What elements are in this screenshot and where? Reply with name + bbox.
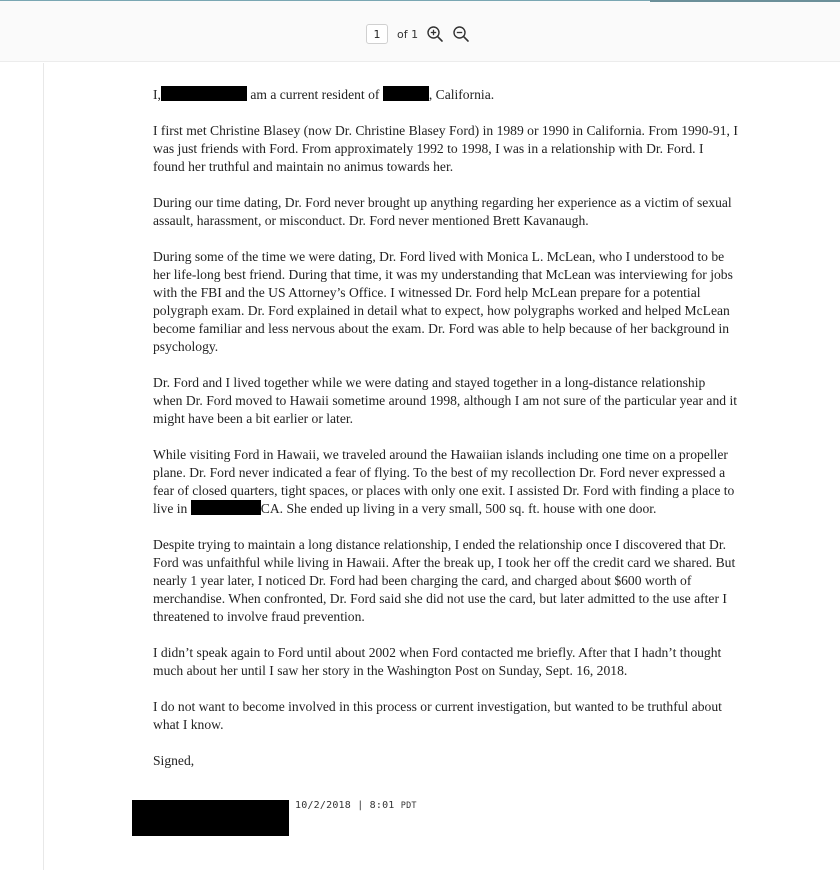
signature-timestamp [295, 800, 417, 811]
paragraph-5-end: CA. She ended up living in a very small, 500 sq. ft. house with one door. [260, 501, 657, 516]
paragraph-2: During our time dating, Dr. Ford never brought up anything regarding her experience as a victim of sexual assault, harassment, or misconduct. Dr. Ford never mentioned Brett Kavanaugh. [153, 195, 732, 228]
redaction-name [161, 86, 247, 101]
redaction-signature [132, 800, 289, 836]
paragraph-5 [153, 446, 738, 518]
opening-line-middle: am a current resident of [246, 87, 383, 102]
paragraph-8: I do not want to become involved in this process or current investigation, but wanted to be truthful about what I know. [153, 699, 722, 732]
redaction-location [191, 500, 261, 515]
signed-label: Signed, [153, 753, 195, 768]
paragraph-4: Dr. Ford and I lived together while we were dating and stayed together in a long-distance relationship when Dr. Ford moved to Hawaii sometime around 1998, although I am not sure of the particular year and it might have been a bit earlier or later. [153, 375, 738, 426]
timestamp-date: 10/2/2018 | 8:01 [295, 800, 395, 811]
page-number-input[interactable] [366, 24, 388, 44]
document-body [153, 86, 738, 788]
pager [366, 24, 470, 44]
opening-line-start: I, [153, 87, 161, 102]
zoom-out-icon[interactable] [452, 25, 470, 43]
zoom-in-icon[interactable] [426, 25, 444, 43]
redaction-city [383, 86, 429, 101]
paragraph-5-start: While visiting Ford in Hawaii, we traveled around the Hawaiian islands including one time on a propeller plane. Dr. Ford never indicated a fear of flying. To the best of my recollection Dr. Ford never expressed a fear of closed quarters, tight spaces, or places with only one exit. I assisted Dr. Ford with finding a place to live in [153, 447, 735, 516]
paragraph-3: During some of the time we were dating, Dr. Ford lived with Monica L. McLean, who I understood to be her life-long best friend. During that time, it was my understanding that McLean was interviewing for jobs with the FBI and the US Attorney’s Office. I witnessed Dr. Ford help McLean prepare for a potential polygraph exam. Dr. Ford explained in detail what to expect, how polygraphs worked and helped McLean become familiar and less nervous about the exam. Dr. Ford was able to help because of her background in psychology. [153, 249, 733, 354]
paragraph-6: Despite trying to maintain a long distance relationship, I ended the relationship once I discovered that Dr. Ford was unfaithful while living in Hawaii. After the break up, I took her off the credit card we shared. But nearly 1 year later, I noticed Dr. Ford had been charging the card, and charged about $600 worth of merchandise. When confronted, Dr. Ford said she did not use the card, but later admitted to the use after I threatened to involve fraud prevention. [153, 537, 736, 624]
opening-line-end: , California. [428, 87, 495, 102]
toolbar-accent-bar [650, 0, 840, 2]
paragraph-7: I didn’t speak again to Ford until about 2002 when Ford contacted me briefly. After that I hadn’t thought much about her until I saw her story in the Washington Post on Sunday, Sept. 16, 2018. [153, 645, 722, 678]
opening-line [153, 86, 738, 104]
viewer-toolbar [0, 0, 840, 62]
page-total-label: of 1 [397, 27, 419, 41]
timestamp-timezone: PDT [400, 801, 417, 811]
paragraph-1: I first met Christine Blasey (now Dr. Christine Blasey Ford) in 1989 or 1990 in California. From 1990-91, I was just friends with Ford. From approximately 1992 to 1998, I was in a relationship with Dr. Ford. I found her truthful and maintain no animus towards her. [153, 123, 738, 174]
